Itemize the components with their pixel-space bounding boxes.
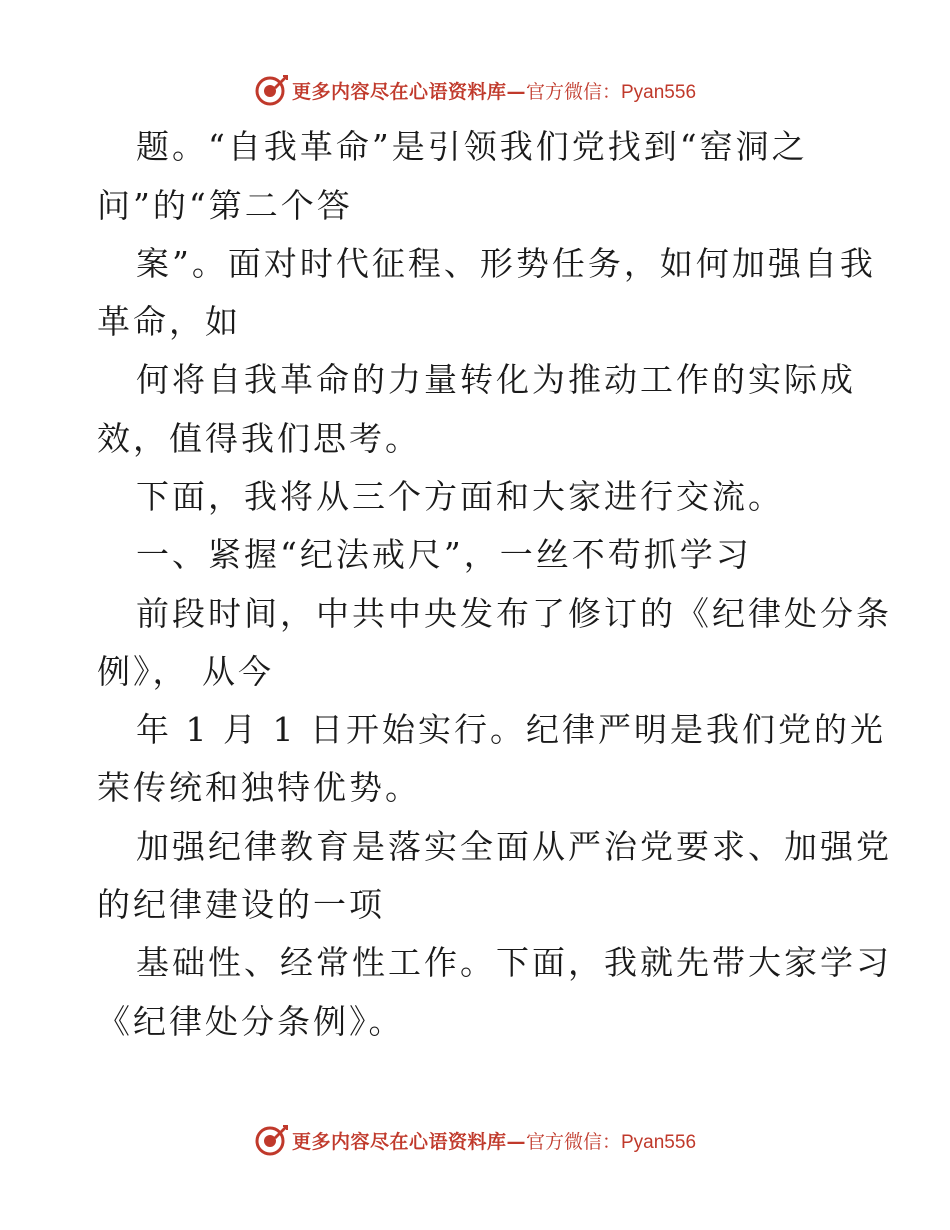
header-banner-text: 更多内容尽在心语资料库—	[291, 80, 526, 103]
body-line-2: 问”的“第二个答	[97, 186, 353, 225]
body-line-1: 题。“自我革命”是引领我们党找到“窑洞之	[136, 127, 808, 166]
footer-banner-wechat: 官方微信：Pyan556	[526, 1131, 697, 1153]
body-line-3: 案”。面对时代征程、形势任务，如何加强自我	[136, 244, 876, 283]
body-line-12: 荣传统和独特优势。	[97, 768, 421, 807]
body-line-5: 何将自我革命的力量转化为推动工作的实际成	[136, 360, 856, 399]
body-line-6: 效，值得我们思考。	[97, 419, 421, 458]
body-line-10: 例》， 从今	[97, 652, 274, 691]
footer-banner-inner	[254, 1123, 696, 1157]
body-line-14: 的纪律建设的一项	[97, 885, 385, 924]
body-line-4: 革命，如	[97, 302, 241, 341]
section-heading-1: 一、紧握“纪法戒尺”，一丝不苟抓学习	[136, 535, 752, 574]
body-line-9: 前段时间，中共中央发布了修订的《纪律处分条	[136, 594, 892, 633]
library-logo-icon	[254, 1123, 288, 1157]
header-banner	[0, 70, 950, 110]
body-line-16: 《纪律处分条例》。	[97, 1002, 405, 1041]
body-line-11: 年 1 月 1 日开始实行。纪律严明是我们党的光	[136, 710, 886, 749]
body-line-15: 基础性、经常性工作。下面，我就先带大家学习	[136, 943, 892, 982]
header-banner-wechat: 官方微信：Pyan556	[526, 81, 697, 103]
footer-banner	[0, 1120, 950, 1160]
footer-banner-text: 更多内容尽在心语资料库—	[291, 1130, 526, 1153]
header-banner-inner	[254, 73, 696, 107]
body-line-13: 加强纪律教育是落实全面从严治党要求、加强党	[136, 827, 892, 866]
body-line-7: 下面，我将从三个方面和大家进行交流。	[136, 477, 784, 516]
library-logo-icon	[254, 73, 288, 107]
